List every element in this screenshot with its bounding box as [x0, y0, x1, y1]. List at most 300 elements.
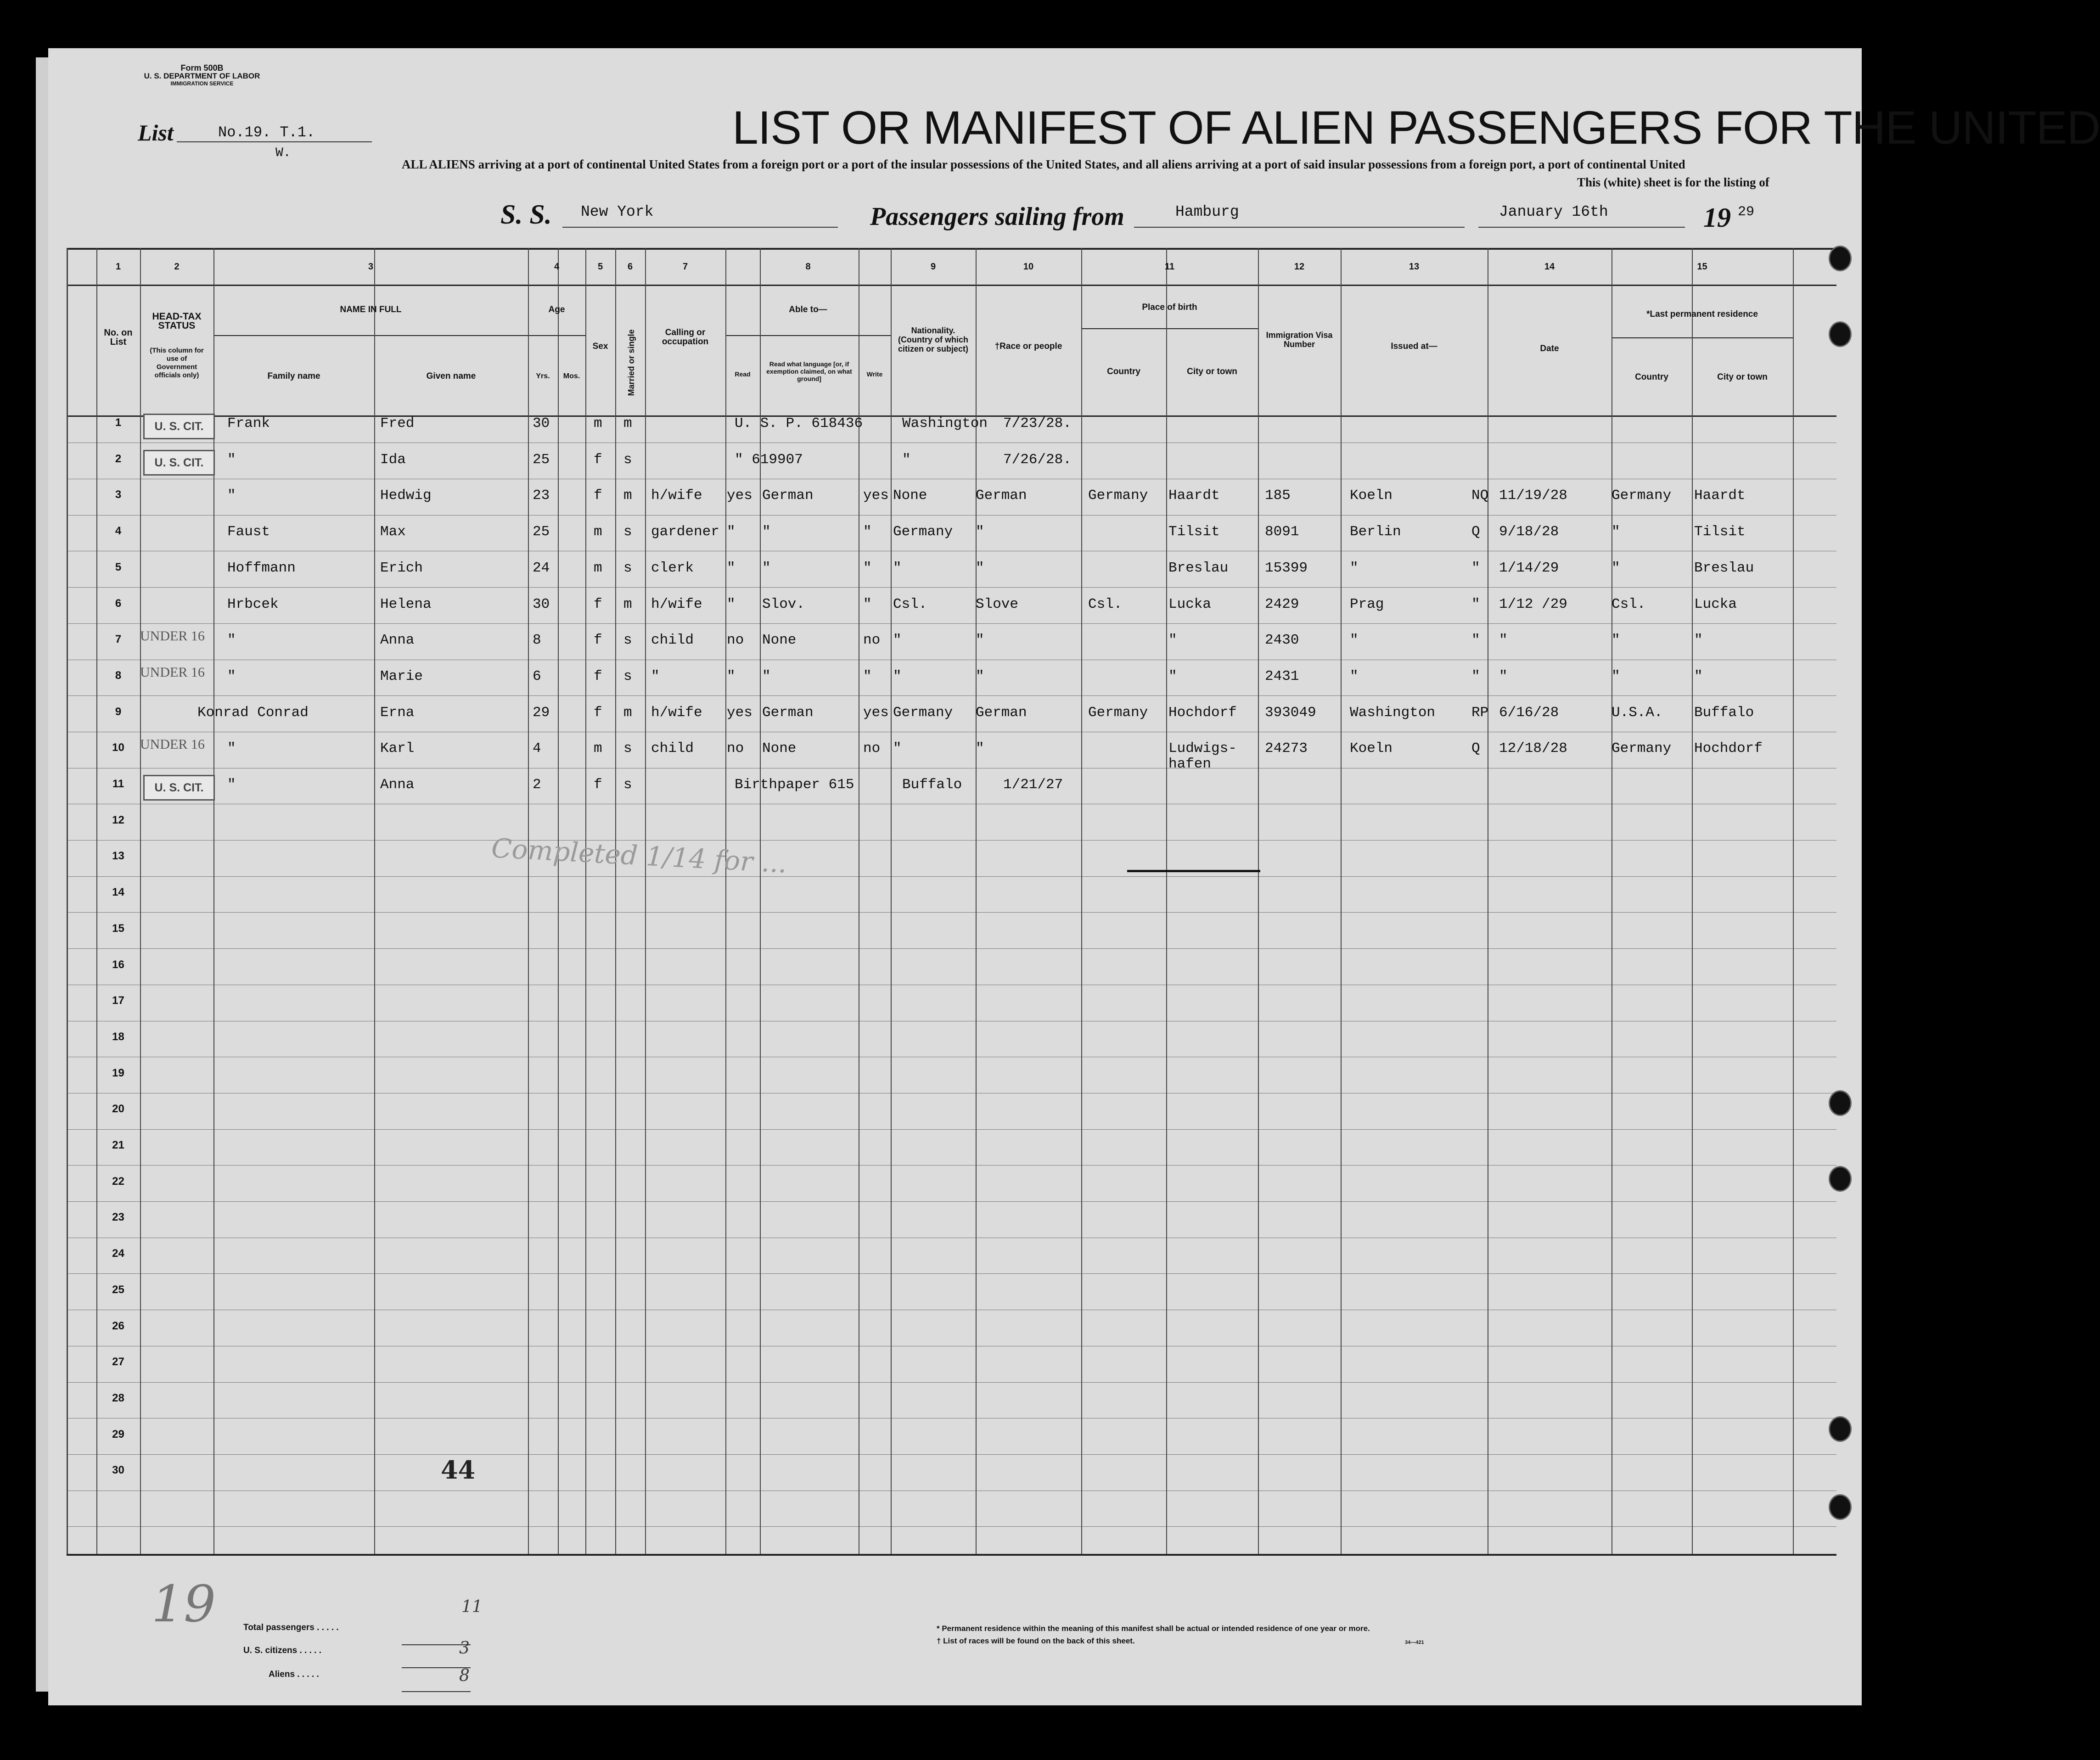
sex: f — [594, 488, 602, 504]
instruction-text: ALL ALIENS arriving at a port of continental United States from a foreign port or a port of the insular possessions of the United States, and all aliens arriving at a port of said insular possessions from a foreign port, a port of continental United — [402, 157, 1685, 171]
quota-class: " — [1471, 632, 1480, 648]
read-language: Slov. — [762, 596, 805, 612]
marital-status: s — [623, 777, 632, 793]
can-write: yes — [863, 705, 889, 721]
row-rule — [67, 1129, 1836, 1130]
read-language: None — [762, 632, 797, 648]
issued-at: " — [1350, 560, 1359, 576]
last-city: Breslau — [1694, 560, 1754, 576]
sex: m — [594, 524, 602, 540]
can-read: yes — [727, 488, 752, 504]
marital-status: s — [623, 524, 632, 540]
row-rule — [67, 515, 1836, 516]
read-language: U. S. P. 618436 — [735, 415, 863, 432]
age-years: 6 — [533, 668, 541, 684]
list-underline — [177, 141, 372, 142]
row-number: 27 — [112, 1356, 124, 1368]
given-name: Karl — [380, 740, 415, 757]
occupation: h/wife — [651, 705, 702, 721]
visa-date: 9/18/28 — [1499, 524, 1559, 540]
read-language: German — [762, 705, 814, 721]
marital-status: s — [623, 452, 632, 468]
heading-no-on-list: No. on List — [104, 328, 133, 347]
family-name: Hoffmann — [227, 560, 296, 576]
heading-mos: Mos. — [563, 372, 580, 380]
column-rule — [585, 248, 586, 1554]
row-number: 28 — [112, 1392, 124, 1404]
left-border — [67, 248, 68, 1554]
row-number: 9 — [115, 706, 122, 718]
last-country: " — [1611, 560, 1620, 576]
family-name: " — [227, 452, 236, 468]
row-number: 10 — [112, 741, 124, 754]
heading-head-tax-note: (This column for use of Government officials only) — [150, 347, 204, 379]
col-num-12: 12 — [1294, 262, 1305, 272]
birth-city: Haardt — [1168, 488, 1220, 504]
heading-name-in-full: NAME IN FULL — [340, 305, 402, 314]
occupation: gardener — [651, 524, 719, 540]
row-rule — [67, 948, 1836, 949]
row-number: 15 — [112, 922, 124, 935]
race-people: German — [976, 705, 1027, 721]
birth-subrule — [1081, 328, 1258, 329]
family-name: " — [227, 488, 236, 504]
completed-underline — [1127, 870, 1260, 872]
column-rule — [1258, 248, 1259, 1554]
last-country: Germany — [1611, 488, 1672, 504]
binder-hole — [1829, 1494, 1852, 1520]
row-number: 20 — [112, 1103, 124, 1115]
paper-stack-edge — [36, 57, 50, 1692]
visa-number: 24273 — [1265, 740, 1308, 757]
birth-city: Breslau — [1168, 560, 1229, 576]
given-name: Anna — [380, 632, 415, 648]
race-people: 1/21/27 — [1003, 777, 1063, 793]
heading-able-to: Able to— — [789, 305, 827, 314]
last-country: " — [1611, 668, 1620, 684]
sex: f — [594, 668, 602, 684]
row-number: 17 — [112, 994, 124, 1007]
visa-date: " — [1499, 632, 1508, 648]
row-number: 3 — [115, 488, 122, 501]
list-number: No.19. T.1. — [218, 124, 315, 141]
family-name: " — [227, 668, 236, 684]
given-name: Anna — [380, 777, 415, 793]
binder-hole — [1829, 1090, 1852, 1116]
sex: m — [594, 740, 602, 757]
list-sub: W. — [275, 146, 291, 160]
issued-at: Berlin — [1350, 524, 1401, 540]
family-name: Hrbcek — [227, 596, 279, 612]
can-write: " — [863, 560, 872, 576]
nationality: " — [893, 560, 902, 576]
under-16-stamp: UNDER 16 — [140, 665, 205, 680]
issued-at: Prag — [1350, 596, 1384, 612]
age-years: 24 — [533, 560, 550, 576]
visa-number: 2431 — [1265, 668, 1299, 684]
visa-date: 12/18/28 — [1499, 740, 1567, 757]
able-subrule — [725, 335, 891, 336]
row-number: 4 — [115, 525, 122, 537]
last-city: Lucka — [1694, 596, 1737, 612]
sex: f — [594, 632, 602, 648]
sailing-date: January 16th — [1499, 203, 1608, 220]
form-number: Form 500B — [180, 63, 224, 73]
total-passengers-label: Total passengers . . . . . — [243, 1623, 339, 1632]
department-name: U. S. DEPARTMENT OF LABOR — [144, 72, 260, 80]
row-rule — [67, 912, 1836, 913]
column-rule — [1611, 248, 1612, 1554]
birth-city: Tilsit — [1168, 524, 1220, 540]
quota-class: " — [1471, 560, 1480, 576]
birth-country: Germany — [1088, 705, 1148, 721]
last-country: " — [1611, 524, 1620, 540]
age-years: 2 — [533, 777, 541, 793]
issued-at: " — [1350, 632, 1359, 648]
col-num-6: 6 — [627, 262, 633, 272]
heading-calling: Calling or occupation — [662, 328, 709, 347]
given-name: Helena — [380, 596, 432, 612]
row-rule — [67, 1201, 1836, 1202]
nationality: " — [893, 632, 902, 648]
column-rule — [725, 248, 726, 1554]
completed-note: Completed 1/14 for ... — [490, 832, 788, 879]
family-name: " — [227, 632, 236, 648]
visa-number: 185 — [1265, 488, 1291, 504]
issued-at: Washington — [1350, 705, 1436, 721]
heading-given-name: Given name — [426, 371, 476, 381]
nationality: Germany — [893, 705, 953, 721]
binder-hole — [1829, 246, 1852, 271]
nationality: Washington — [902, 415, 988, 432]
quota-class: Q — [1471, 740, 1480, 757]
row-rule — [67, 840, 1836, 841]
sailing-label: Passengers sailing from — [870, 202, 1124, 231]
year-prefix: 19 — [1703, 202, 1731, 233]
sex: m — [594, 560, 602, 576]
heading-issued-at: Issued at— — [1391, 342, 1437, 351]
can-read: " — [727, 668, 736, 684]
us-citizen-stamp: U. S. CIT. — [143, 450, 215, 476]
can-write: " — [863, 596, 872, 612]
heading-nationality: Nationality. (Country of which citizen or subject) — [898, 326, 969, 353]
row-number: 26 — [112, 1320, 124, 1332]
age-years: 30 — [533, 596, 550, 612]
sex: f — [594, 596, 602, 612]
col-num-7: 7 — [682, 262, 688, 272]
column-rule — [528, 248, 529, 1554]
read-language: " — [762, 560, 771, 576]
age-subrule — [528, 335, 585, 336]
family-name: Frank — [227, 415, 270, 432]
port-underline — [1134, 227, 1465, 228]
nationality: Buffalo — [902, 777, 962, 793]
column-rule — [374, 248, 375, 1554]
heading-married-single: Married or single — [627, 329, 636, 396]
date-underline — [1478, 227, 1685, 228]
row-number: 29 — [112, 1428, 124, 1441]
read-language: " — [762, 524, 771, 540]
nationality: " — [893, 740, 902, 757]
heading-read: Read — [735, 370, 751, 378]
given-name: Fred — [380, 415, 415, 432]
nationality: " — [902, 452, 911, 468]
manifest-sheet — [48, 48, 1862, 1705]
footnote-residence: * Permanent residence within the meaning of this manifest shall be actual or intended residence of one year or more. — [937, 1624, 1370, 1633]
marital-status: s — [623, 668, 632, 684]
can-read: " — [727, 524, 736, 540]
birth-city: " — [1168, 632, 1177, 648]
list-label: List — [138, 120, 174, 146]
row-number: 16 — [112, 958, 124, 971]
row-number: 2 — [115, 453, 122, 465]
issued-at: Koeln — [1350, 740, 1393, 757]
sex: m — [594, 415, 602, 432]
sex: f — [594, 452, 602, 468]
row-number: 8 — [115, 669, 122, 682]
column-rule — [615, 248, 616, 1554]
age-years: 23 — [533, 488, 550, 504]
quota-class: " — [1471, 668, 1480, 684]
row-number: 25 — [112, 1284, 124, 1296]
row-rule — [67, 587, 1836, 588]
family-name: Konrad Conrad — [197, 705, 309, 721]
marital-status: m — [623, 488, 632, 504]
visa-date: 11/19/28 — [1499, 488, 1567, 504]
heading-date: Date — [1540, 344, 1559, 353]
aliens-label: Aliens . . . . . — [269, 1670, 319, 1679]
read-language: Birthpaper 615 — [735, 777, 854, 793]
row-number: 12 — [112, 814, 124, 826]
row-number: 23 — [112, 1211, 124, 1223]
race-people: 7/26/28. — [1003, 452, 1072, 468]
us-citizen-stamp: U. S. CIT. — [143, 775, 215, 801]
column-rule — [213, 248, 214, 1554]
heading-head-tax: HEAD-TAX STATUS — [152, 311, 202, 331]
given-name: Hedwig — [380, 488, 432, 504]
col-num-8: 8 — [805, 262, 811, 272]
race-people: 7/23/28. — [1003, 415, 1072, 432]
margin-number: 19 — [152, 1575, 216, 1633]
quota-class: RP — [1471, 705, 1489, 721]
can-read: yes — [727, 705, 752, 721]
under-16-stamp: UNDER 16 — [140, 628, 205, 644]
nationality: Germany — [893, 524, 953, 540]
last-country: Germany — [1611, 740, 1672, 757]
given-name: Ida — [380, 452, 406, 468]
last-city: Hochdorf — [1694, 740, 1763, 757]
heading-family-name: Family name — [267, 371, 320, 381]
birth-country: Csl. — [1088, 596, 1123, 612]
row-rule — [67, 1454, 1836, 1455]
occupation: " — [651, 668, 660, 684]
column-rule — [1793, 248, 1794, 1554]
row-number: 22 — [112, 1175, 124, 1188]
read-language: None — [762, 740, 797, 757]
page-count-note: 44 — [441, 1455, 476, 1485]
row-number: 13 — [112, 850, 124, 862]
col-num-11: 11 — [1164, 262, 1175, 272]
column-rule — [760, 248, 761, 1554]
heading-race: †Race or people — [994, 342, 1062, 351]
form-header — [138, 64, 266, 88]
nationality: " — [893, 668, 902, 684]
visa-number: 15399 — [1265, 560, 1308, 576]
table-bottom-rule — [67, 1554, 1836, 1556]
heading-write: Write — [866, 370, 883, 378]
marital-status: s — [623, 560, 632, 576]
row-number: 6 — [115, 597, 122, 610]
last-city: Buffalo — [1694, 705, 1754, 721]
column-rule — [1081, 248, 1082, 1554]
sailing-port: Hamburg — [1175, 203, 1239, 220]
occupation: clerk — [651, 560, 694, 576]
birth-country: Germany — [1088, 488, 1148, 504]
service-name: IMMIGRATION SERVICE — [170, 80, 234, 87]
row-number: 24 — [112, 1247, 124, 1260]
binder-hole — [1829, 321, 1852, 347]
occupation: child — [651, 632, 694, 648]
column-rule — [1341, 248, 1342, 1554]
col-num-3: 3 — [368, 262, 374, 272]
can-write: " — [863, 668, 872, 684]
read-language: German — [762, 488, 814, 504]
residence-subrule — [1611, 337, 1793, 338]
sex: f — [594, 777, 602, 793]
citizens-value: 3 — [459, 1639, 470, 1658]
age-years: 8 — [533, 632, 541, 648]
read-language: " 619907 — [735, 452, 803, 468]
ship-name: New York — [581, 203, 654, 220]
col-num-14: 14 — [1544, 262, 1555, 272]
marital-status: s — [623, 632, 632, 648]
column-rule — [558, 248, 559, 1554]
ss-label: S. S. — [500, 199, 552, 230]
col-num-10: 10 — [1023, 262, 1034, 272]
age-years: 25 — [533, 452, 550, 468]
row-number: 1 — [115, 416, 122, 429]
last-country: Csl. — [1611, 596, 1646, 612]
total-line — [402, 1644, 471, 1645]
heading-place-of-birth: Place of birth — [1142, 303, 1197, 312]
last-country: " — [1611, 632, 1620, 648]
column-rule — [1166, 248, 1167, 1554]
footnote-races: † List of races will be found on the back of this sheet. — [937, 1637, 1135, 1645]
row-rule — [67, 1165, 1836, 1166]
age-years: 25 — [533, 524, 550, 540]
heading-sex: Sex — [592, 342, 608, 351]
read-language: " — [762, 668, 771, 684]
race-people: Slove — [976, 596, 1019, 612]
race-people: " — [976, 524, 984, 540]
col-num-13: 13 — [1409, 262, 1420, 272]
nationality: Csl. — [893, 596, 927, 612]
row-number: 7 — [115, 633, 122, 645]
given-name: Max — [380, 524, 406, 540]
marital-status: s — [623, 740, 632, 757]
can-write: yes — [863, 488, 889, 504]
row-rule — [67, 1382, 1836, 1383]
year-suffix: 29 — [1738, 204, 1755, 220]
col-num-9: 9 — [930, 262, 936, 272]
heading-last-residence: *Last permanent residence — [1646, 309, 1758, 319]
visa-date: " — [1499, 668, 1508, 684]
visa-number: 8091 — [1265, 524, 1299, 540]
form-code: 34—421 — [1405, 1640, 1424, 1645]
column-number-rule — [67, 285, 1836, 286]
last-country: U.S.A. — [1611, 705, 1663, 721]
nationality: None — [893, 488, 927, 504]
col-num-1: 1 — [115, 262, 121, 272]
given-name: Erna — [380, 705, 415, 721]
heading-birth-country: Country — [1107, 367, 1140, 376]
visa-date: 1/12 /29 — [1499, 596, 1567, 612]
can-read: no — [727, 632, 744, 648]
col-num-15: 15 — [1697, 262, 1707, 272]
aliens-line — [402, 1691, 471, 1692]
heading-read-language: Read what language [or, if exemption claimed, on what ground] — [766, 360, 852, 382]
heading-visa-number: Immigration Visa Number — [1266, 331, 1333, 349]
aliens-value: 8 — [459, 1666, 470, 1685]
quota-class: Q — [1471, 524, 1480, 540]
race-people: " — [976, 632, 984, 648]
race-people: German — [976, 488, 1027, 504]
under-16-stamp: UNDER 16 — [140, 737, 205, 752]
can-read: " — [727, 596, 736, 612]
quota-class: NQ — [1471, 488, 1489, 504]
column-rule — [976, 248, 977, 1554]
can-read: no — [727, 740, 744, 757]
column-rule — [891, 248, 892, 1554]
column-rule — [140, 248, 141, 1554]
marital-status: m — [623, 415, 632, 432]
heading-last-country: Country — [1635, 372, 1668, 382]
row-rule — [67, 1526, 1836, 1527]
family-name: " — [227, 740, 236, 757]
row-number: 11 — [112, 778, 124, 790]
can-read: " — [727, 560, 736, 576]
row-number: 21 — [112, 1139, 124, 1151]
can-write: no — [863, 632, 881, 648]
heading-age: Age — [548, 305, 565, 314]
occupation: h/wife — [651, 488, 702, 504]
age-years: 4 — [533, 740, 541, 757]
us-citizen-stamp: U. S. CIT. — [143, 414, 215, 439]
last-city: Tilsit — [1694, 524, 1746, 540]
total-value: 11 — [461, 1597, 483, 1616]
heading-yrs: Yrs. — [536, 372, 550, 380]
birth-city: Ludwigs- — [1168, 740, 1237, 757]
given-name: Marie — [380, 668, 423, 684]
name-subrule — [213, 335, 528, 336]
page-title: LIST OR MANIFEST OF ALIEN PASSENGERS FOR THE UNITED — [732, 101, 2100, 154]
can-write: " — [863, 524, 872, 540]
marital-status: m — [623, 705, 632, 721]
birth-city: Lucka — [1168, 596, 1212, 612]
col-num-2: 2 — [174, 262, 180, 272]
row-number: 19 — [112, 1067, 124, 1079]
row-rule — [67, 876, 1836, 877]
binder-hole — [1829, 1416, 1852, 1442]
row-number: 18 — [112, 1031, 124, 1043]
visa-number: 393049 — [1265, 705, 1316, 721]
marital-status: m — [623, 596, 632, 612]
can-write: no — [863, 740, 881, 757]
given-name: Erich — [380, 560, 423, 576]
last-city: Haardt — [1694, 488, 1746, 504]
table-top-rule — [67, 248, 1836, 250]
race-people: " — [976, 560, 984, 576]
